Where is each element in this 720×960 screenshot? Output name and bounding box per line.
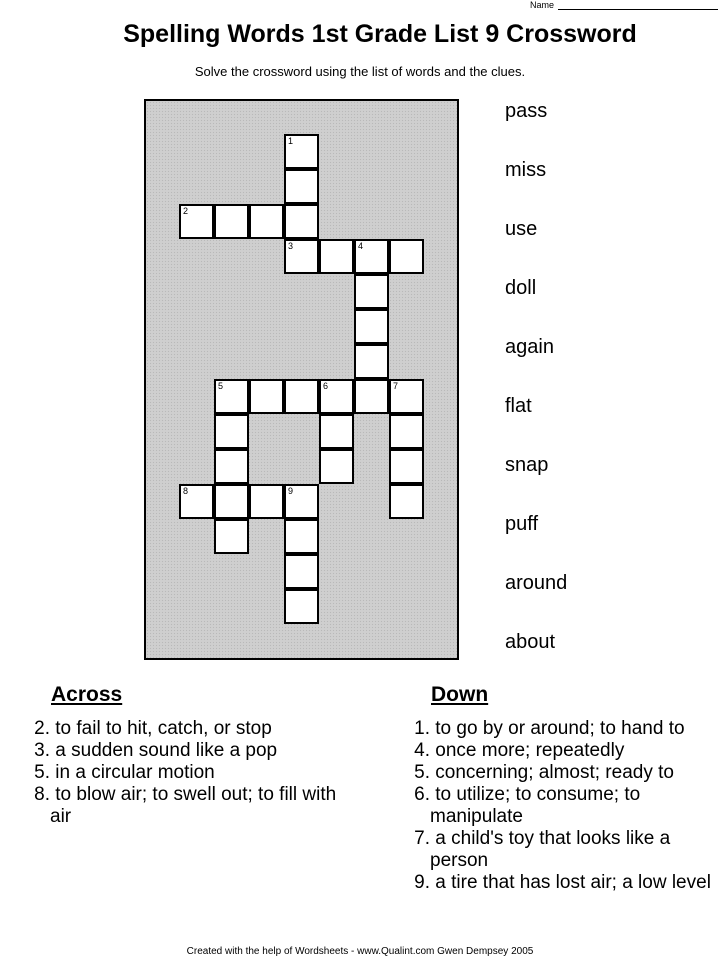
- word-bank-item: use: [505, 218, 538, 240]
- across-clue: [24, 784, 354, 828]
- across-heading: Across: [51, 683, 123, 706]
- crossword-cell[interactable]: [284, 204, 319, 239]
- crossword-cell[interactable]: [249, 204, 284, 239]
- crossword-grid: [144, 99, 459, 660]
- across-clue: [24, 718, 354, 740]
- crossword-cell[interactable]: [214, 484, 249, 519]
- crossword-cell[interactable]: [319, 239, 354, 274]
- down-clue: [404, 762, 716, 784]
- crossword-cell[interactable]: [284, 484, 319, 519]
- cell-number: 2: [183, 206, 189, 216]
- crossword-cell[interactable]: [249, 484, 284, 519]
- name-blank-line[interactable]: [558, 0, 718, 10]
- across-clue: [24, 740, 354, 762]
- clue-text: to utilize; to consume; to manipulate: [430, 784, 641, 827]
- clue-text: to fail to hit, catch, or stop: [50, 718, 272, 739]
- crossword-cell[interactable]: [354, 274, 389, 309]
- clue-text: concerning; almost; ready to: [430, 762, 674, 783]
- clue-number: 9.: [414, 872, 430, 893]
- crossword-cell[interactable]: [389, 379, 424, 414]
- crossword-cell[interactable]: [389, 414, 424, 449]
- clue-number: 3.: [34, 740, 50, 761]
- down-heading: Down: [431, 683, 489, 706]
- clue-number: 7.: [414, 828, 430, 849]
- clue-number: 6.: [414, 784, 430, 805]
- clue-number: 5.: [414, 762, 430, 783]
- crossword-cell[interactable]: [284, 379, 319, 414]
- clue-number: 2.: [34, 718, 50, 739]
- clue-number: 4.: [414, 740, 430, 761]
- crossword-cell[interactable]: [319, 379, 354, 414]
- down-clue: [404, 740, 716, 762]
- clue-text: in a circular motion: [50, 762, 215, 783]
- clue-text: a child's toy that looks like a person: [430, 828, 671, 871]
- clue-text: once more; repeatedly: [430, 740, 625, 761]
- crossword-cell[interactable]: [284, 134, 319, 169]
- cell-number: 3: [288, 241, 294, 251]
- name-label: Name: [529, 0, 554, 10]
- down-clue: [404, 784, 716, 828]
- cell-number: 8: [183, 486, 189, 496]
- crossword-cell[interactable]: [354, 309, 389, 344]
- crossword-cell[interactable]: [214, 519, 249, 554]
- crossword-cell[interactable]: [284, 589, 319, 624]
- footer-credit: Created with the help of Wordsheets - www.Qualint.com Gwen Dempsey 2005: [186, 946, 534, 957]
- clue-text: a sudden sound like a pop: [50, 740, 278, 761]
- cell-number: 9: [288, 486, 294, 496]
- crossword-cell[interactable]: [249, 379, 284, 414]
- word-bank-item: about: [505, 631, 556, 653]
- word-bank-item: puff: [505, 513, 538, 535]
- clue-text: to blow air; to swell out; to fill with air: [50, 784, 337, 827]
- instructions: Solve the crossword using the list of words and the clues.: [194, 64, 526, 79]
- clue-number: 1.: [414, 718, 430, 739]
- across-clue: [24, 762, 354, 784]
- crossword-cell[interactable]: [319, 449, 354, 484]
- crossword-cell[interactable]: [354, 379, 389, 414]
- crossword-cell[interactable]: [179, 484, 214, 519]
- word-bank-item: flat: [505, 395, 532, 417]
- word-bank-item: again: [505, 336, 554, 358]
- word-bank-item: miss: [505, 159, 547, 181]
- word-bank-item: snap: [505, 454, 549, 476]
- clue-text: to go by or around; to hand to: [430, 718, 685, 739]
- across-clues: [24, 718, 354, 828]
- crossword-cell[interactable]: [354, 239, 389, 274]
- clue-number: 5.: [34, 762, 50, 783]
- crossword-cell[interactable]: [389, 449, 424, 484]
- crossword-cell[interactable]: [389, 484, 424, 519]
- crossword-cell[interactable]: [214, 414, 249, 449]
- crossword-cell[interactable]: [179, 204, 214, 239]
- down-clue: [404, 872, 716, 894]
- cell-number: 4: [358, 241, 364, 251]
- cell-number: 7: [393, 381, 399, 391]
- page-title: Spelling Words 1st Grade List 9 Crossword: [123, 20, 637, 48]
- word-bank-item: pass: [505, 100, 548, 122]
- crossword-cell[interactable]: [284, 554, 319, 589]
- crossword-cell[interactable]: [214, 204, 249, 239]
- crossword-cell[interactable]: [284, 169, 319, 204]
- name-field[interactable]: [530, 0, 718, 10]
- clue-number: 8.: [34, 784, 50, 805]
- crossword-cell[interactable]: [389, 239, 424, 274]
- crossword-cell[interactable]: [284, 239, 319, 274]
- down-clue: [404, 828, 716, 872]
- clue-text: a tire that has lost air; a low level: [430, 872, 711, 893]
- cell-number: 6: [323, 381, 329, 391]
- cell-number: 5: [218, 381, 224, 391]
- crossword-cell[interactable]: [319, 414, 354, 449]
- crossword-cell[interactable]: [214, 379, 249, 414]
- word-bank-item: doll: [505, 277, 537, 299]
- crossword-cell[interactable]: [354, 344, 389, 379]
- crossword-cell[interactable]: [284, 519, 319, 554]
- cell-number: 1: [288, 136, 294, 146]
- word-bank-item: around: [505, 572, 568, 594]
- down-clues: [404, 718, 716, 894]
- crossword-cell[interactable]: [214, 449, 249, 484]
- down-clue: [404, 718, 716, 740]
